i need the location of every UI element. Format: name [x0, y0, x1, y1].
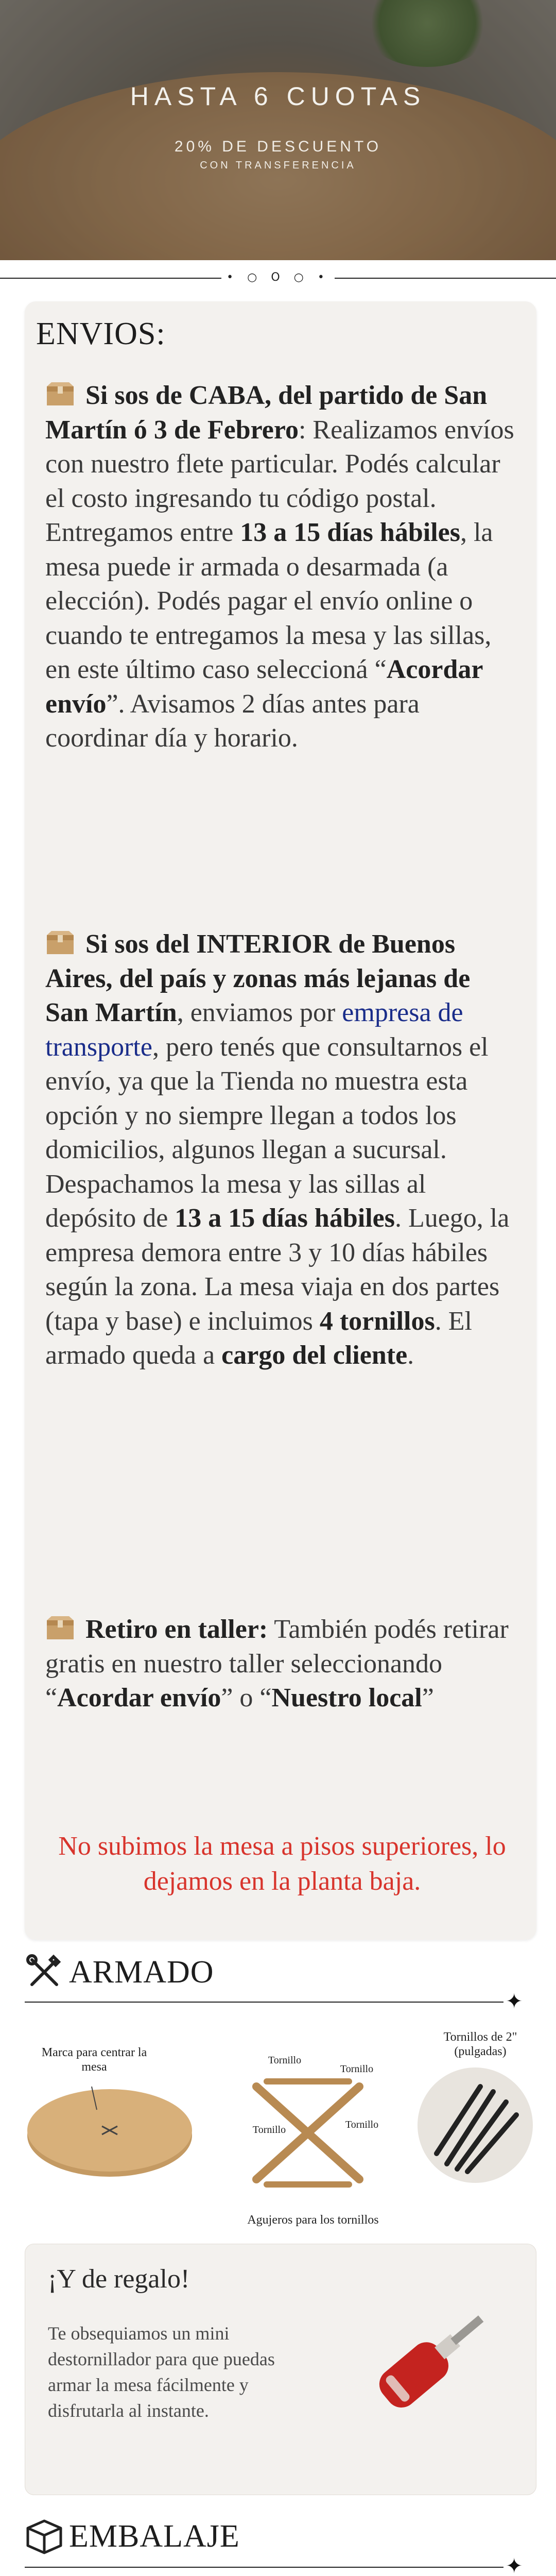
- label-tornillos-2-pulgadas: Tornillos de 2" (pulgadas): [443, 2030, 517, 2058]
- table-top-drawing: [25, 2079, 195, 2182]
- envios-retiro-paragraph: Retiro en taller: También podés retirar gratis en nuestro taller seleccionando “Acordar envío” o “Nuestro local”: [45, 1615, 509, 1713]
- ornament-divider: [0, 268, 556, 289]
- armado-header: [25, 1953, 214, 1992]
- package-icon: [45, 381, 75, 407]
- label-tornillo-3: Tornillo: [345, 2119, 379, 2130]
- box-icon: [25, 2517, 64, 2556]
- embalaje-rule: [25, 2567, 503, 2568]
- package-icon: [45, 930, 75, 956]
- armado-rule: [25, 2002, 503, 2003]
- regalo-text: Te obsequiamos un mini destornillador para que puedas armar la mesa fácilmente y disfrutarla al instante.: [48, 2323, 275, 2421]
- envios-title: ENVIOS:: [36, 316, 166, 351]
- table-base-drawing: [236, 2071, 380, 2190]
- envios-card: [25, 301, 536, 1940]
- envios-warning: No subimos la mesa a pisos superiores, lo dejamos en la planta baja.: [58, 1832, 506, 1896]
- screwdriver-icon: [344, 2280, 514, 2450]
- sparkle-icon: ✦: [506, 1990, 523, 2013]
- hero-subtitle-2: CON TRANSFERENCIA: [200, 160, 356, 171]
- screws-photo: [416, 2066, 534, 2184]
- hero-title: HASTA 6 CUOTAS: [130, 82, 426, 111]
- package-icon: [45, 1615, 75, 1641]
- regalo-card: [25, 2244, 536, 2495]
- embalaje-title: EMBALAJE: [69, 2518, 240, 2554]
- sparkle-icon: ✦: [506, 2554, 523, 2576]
- armado-diagram: [25, 2025, 536, 2236]
- label-tornillo-4: Tornillo: [252, 2124, 286, 2136]
- tools-icon: [25, 1953, 64, 1992]
- envios-interior-paragraph: Si sos del INTERIOR de Buenos Aires, del país y zonas más lejanas de San Martín, enviamos por empresa de transporte, pero tenés que consultarnos el envío, ya que la Tienda no muestra esta opción y no siempre llegan a todos los domicilios, algunos llegan a sucursal. Despachamos la mesa y las sillas al depósito de 13 a 15 días hábiles. Luego, la empresa demora entre 3 y 10 días hábiles según la zona. La mesa viaja en dos partes (tapa y base) e incluimos 4 tornillos. El armado queda a cargo del cliente.: [45, 929, 510, 1370]
- label-tornillo-2: Tornillo: [340, 2063, 374, 2075]
- divider-dots: • ○ O ○ •: [227, 271, 329, 284]
- label-agujeros: Agujeros para los tornillos: [247, 2213, 379, 2227]
- armado-title: ARMADO: [69, 1954, 214, 1990]
- regalo-title: ¡Y de regalo!: [48, 2264, 190, 2294]
- embalaje-header: [25, 2517, 240, 2556]
- transport-company-link[interactable]: empresa de transporte: [45, 998, 463, 1062]
- hero-banner: [0, 0, 556, 260]
- label-tornillo-1: Tornillo: [268, 2055, 302, 2066]
- label-marca: Marca para centrar la mesa: [41, 2046, 147, 2074]
- hero-subtitle: 20% DE DESCUENTO: [174, 138, 382, 155]
- envios-caba-paragraph: Si sos de CABA, del partido de San Martín ó 3 de Febrero: Realizamos envíos con nuestro flete particular. Podés calcular el costo ingresando tu código postal. Entregamos entre 13 a 15 días hábiles, la mesa puede ir armada o desarmada (a elección). Podés pagar el envío online o cuando te entregamos la mesa y las sillas, en este último caso seleccioná “Acordar envío”. Avisamos 2 días antes para coordinar día y horario.: [45, 381, 514, 753]
